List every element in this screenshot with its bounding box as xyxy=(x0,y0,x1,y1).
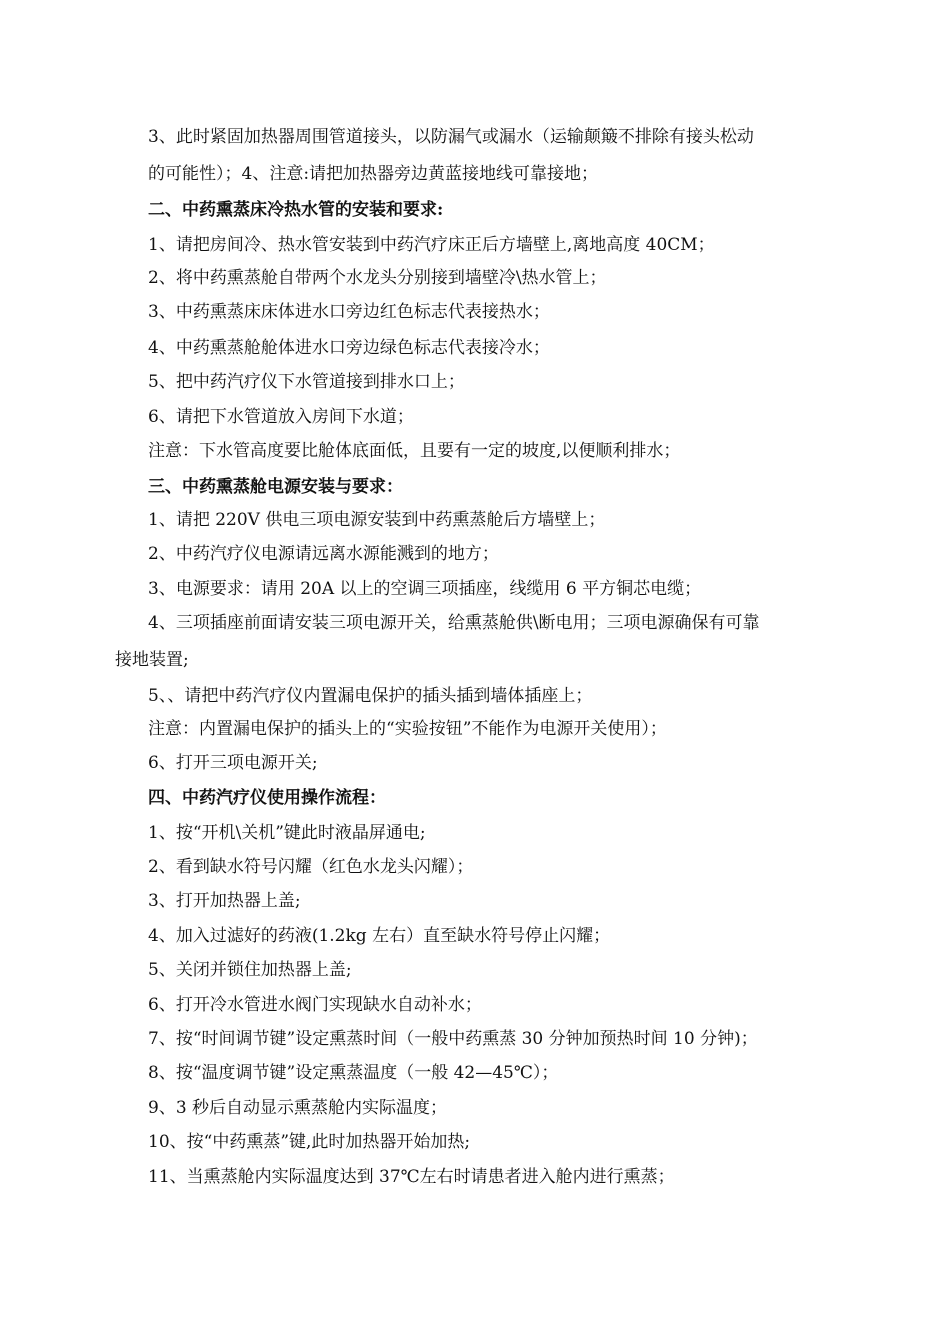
line-10: 注意：下水管高度要比舱体底面低，且要有一定的坡度,以便顺利排水； xyxy=(148,441,681,461)
line-28: 8、按“温度调节键”设定熏蒸温度（一般 42—45℃）； xyxy=(148,1063,559,1083)
line-7: 4、中药熏蒸舱舱体进水口旁边绿色标志代表接冷水； xyxy=(148,338,550,358)
line-8: 5、把中药汽疗仪下水管道接到排水口上； xyxy=(148,372,465,392)
line-23: 3、打开加热器上盖; xyxy=(148,891,301,911)
line-21: 1、按“开机\关机”键此时液晶屏通电; xyxy=(148,823,426,843)
line-31: 11、当熏蒸舱内实际温度达到 37℃左右时请患者进入舱内进行熏蒸； xyxy=(148,1167,675,1187)
line-30: 10、按“中药熏蒸”键,此时加热器开始加热; xyxy=(148,1132,471,1152)
line-1: 3、此时紧固加热器周围管道接头，以防漏气或漏水（运输颠簸不排除有接头松动 xyxy=(148,127,754,147)
line-5: 2、将中药熏蒸舱自带两个水龙头分别接到墙壁冷\热水管上； xyxy=(148,268,607,288)
line-22: 2、看到缺水符号闪耀（红色水龙头闪耀）； xyxy=(148,857,474,877)
line-4: 1、请把房间冷、热水管安装到中药汽疗床正后方墙壁上,离地高度 40CM； xyxy=(148,235,715,255)
line-14: 3、电源要求：请用 20A 以上的空调三项插座，线缆用 6 平方铜芯电缆； xyxy=(148,579,702,599)
line-18: 注意：内置漏电保护的插头上的“实验按钮”不能作为电源开关使用）； xyxy=(148,719,667,739)
line-2: 的可能性）；4、注意:请把加热器旁边黄蓝接地线可靠接地； xyxy=(148,164,599,184)
line-17: 5、、请把中药汽疗仪内置漏电保护的插头插到墙体插座上； xyxy=(148,686,593,706)
line-27: 7、按“时间调节键”设定熏蒸时间（一般中药熏蒸 30 分钟加预热时间 10 分钟)； xyxy=(148,1029,758,1049)
line-16: 接地装置; xyxy=(115,650,189,670)
line-29: 9、3 秒后自动显示熏蒸舱内实际温度； xyxy=(148,1098,448,1118)
line-15: 4、三项插座前面请安装三项电源开关，给熏蒸舱供\断电用；三项电源确保有可靠 xyxy=(148,613,760,633)
line-12: 1、请把 220V 供电三项电源安装到中药熏蒸舱后方墙壁上； xyxy=(148,510,606,530)
line-24: 4、加入过滤好的药液(1.2kg 左右）直至缺水符号停止闪耀； xyxy=(148,926,611,946)
line-25: 5、关闭并锁住加热器上盖; xyxy=(148,960,352,980)
section-2-heading: 二、中药熏蒸床冷热水管的安装和要求: xyxy=(148,200,444,220)
line-6: 3、中药熏蒸床床体进水口旁边红色标志代表接热水； xyxy=(148,302,550,322)
section-4-heading: 四、中药汽疗仪使用操作流程： xyxy=(148,788,386,808)
line-13: 2、中药汽疗仪电源请远离水源能溅到的地方； xyxy=(148,544,499,564)
section-3-heading: 三、中药熏蒸舱电源安装与要求： xyxy=(148,477,403,497)
line-9: 6、请把下水管道放入房间下水道； xyxy=(148,407,414,427)
line-19: 6、打开三项电源开关; xyxy=(148,753,318,773)
line-26: 6、打开冷水管进水阀门实现缺水自动补水； xyxy=(148,995,482,1015)
